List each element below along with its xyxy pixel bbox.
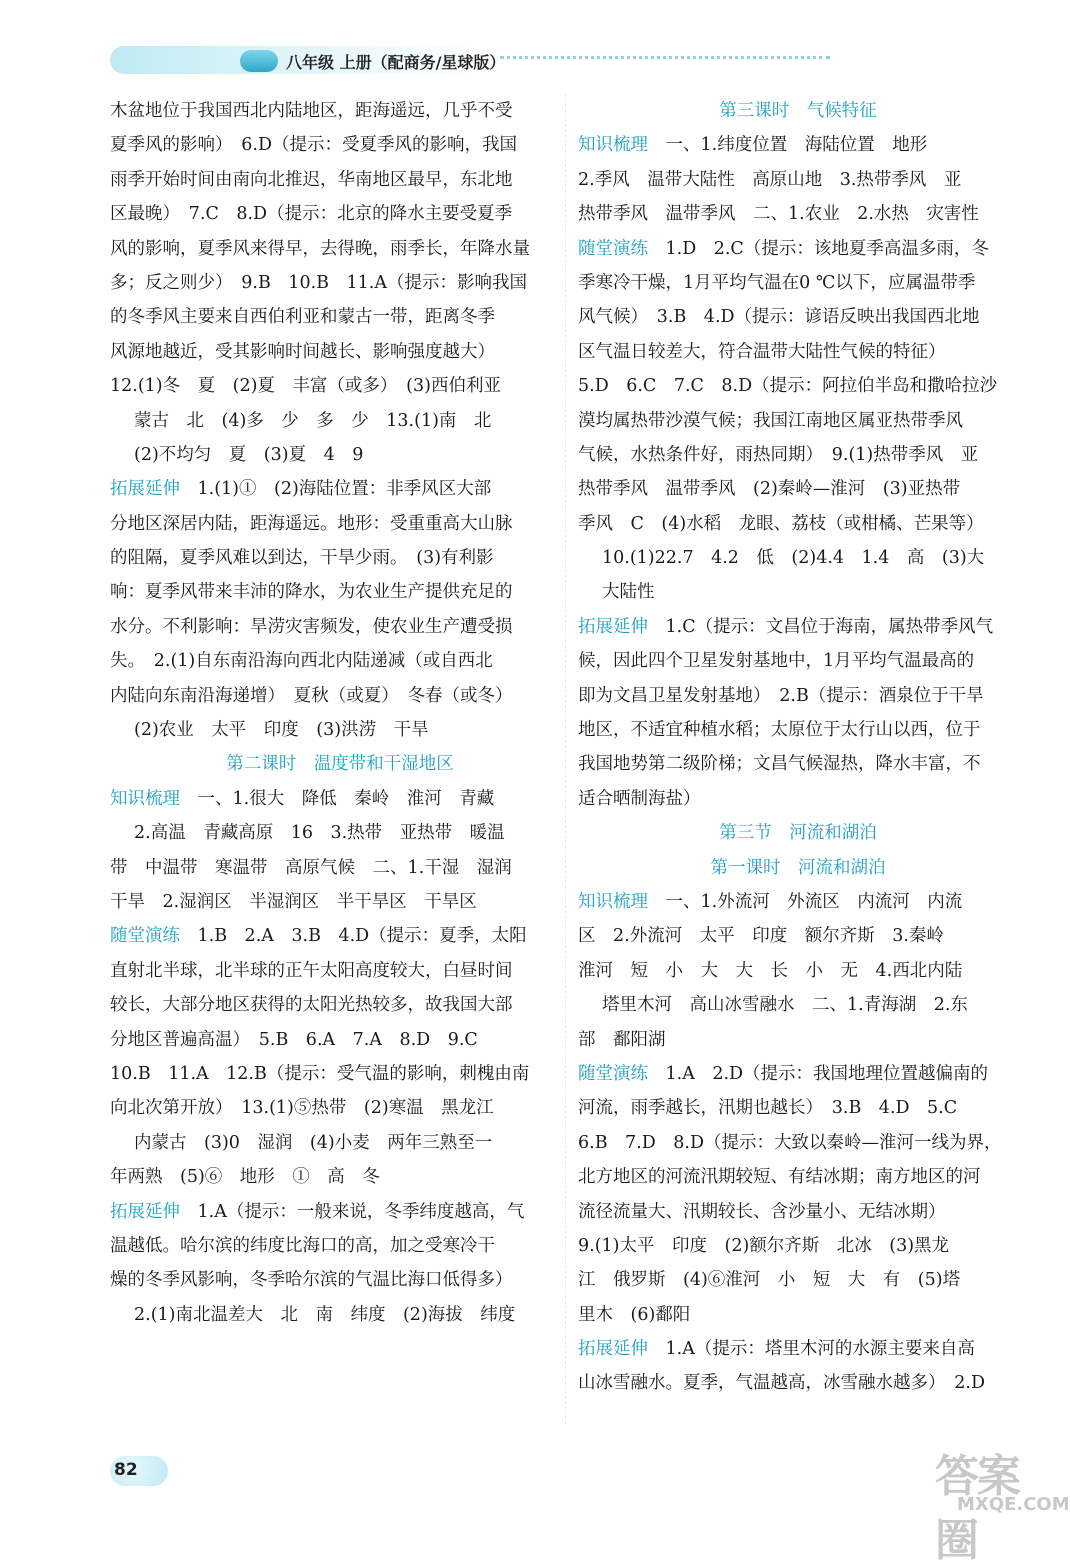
- answer-line: [110, 94, 570, 128]
- answer-text: 2.季风 温带大陆性 高原山地 3.热带季风 亚: [578, 169, 962, 190]
- answer-text: 气候，水热条件好，雨热同期） 9.(1)热带季风 亚: [578, 444, 979, 465]
- book-title: 八年级 上册（配商务/星球版）: [286, 53, 506, 72]
- section-tag: 知识梳理: [578, 891, 648, 912]
- answer-text: 多；反之则少） 9.B 10.B 11.A（提示：影响我国: [110, 272, 527, 293]
- answer-text: 塔里木河 高山冰雪融水 二、1.青海湖 2.东: [602, 995, 968, 1016]
- answer-line: [110, 919, 570, 953]
- answer-line: [110, 610, 570, 644]
- answer-text: 一、1.外流河 外流区 内流河 内流: [648, 891, 963, 912]
- answer-text: 流径流量大、汛期较长、含沙量小、无结冰期）: [578, 1201, 946, 1222]
- answer-text: 风源地越近，受其影响时间越长、影响强度越大）: [110, 341, 495, 362]
- answer-line: [110, 816, 570, 850]
- section-tag: 随堂演练: [578, 238, 648, 259]
- answer-text: 向北次第开放） 13.(1)⑤热带 (2)寒温 黑龙江: [110, 1098, 494, 1119]
- answer-line: [110, 1195, 570, 1229]
- section-heading: 第二课时 温度带和干湿地区: [226, 754, 454, 775]
- section-heading: 第三节 河流和湖泊: [719, 823, 877, 844]
- answer-line: [578, 507, 1018, 541]
- answer-line: [578, 232, 1018, 266]
- answer-line: [110, 335, 570, 369]
- answer-line: [578, 782, 1018, 816]
- answer-line: [578, 335, 1018, 369]
- answer-line: [578, 1263, 1018, 1297]
- answer-line: [110, 404, 570, 438]
- section-tag: 拓展延伸: [578, 616, 648, 637]
- answer-text: 风的影响，夏季风来得早，去得晚，雨季长，年降水量: [110, 238, 530, 259]
- header-dotted-rule: [500, 56, 830, 59]
- answer-text: 12.(1)冬 夏 (2)夏 丰富（或多） (3)西伯利亚: [110, 376, 501, 397]
- answer-line: [110, 1160, 570, 1194]
- left-column: [110, 94, 570, 1332]
- answer-line: [578, 919, 1018, 953]
- answer-text: 1.A 2.D（提示：我国地理位置越偏南的: [648, 1063, 989, 1084]
- answer-line: [110, 782, 570, 816]
- answer-text: 1.(1)① (2)海陆位置：非季风区大部: [180, 479, 492, 500]
- answer-text: 地区，不适宜种植水稻；太原位于太行山以西，位于: [578, 720, 981, 741]
- section-tag: 拓展延伸: [110, 1201, 180, 1222]
- answer-text: 较长，大部分地区获得的太阳光热较多，故我国大部: [110, 995, 513, 1016]
- answer-text: 带 中温带 寒温带 高原气候 二、1.干湿 湿润: [110, 857, 512, 878]
- section-tag: 拓展延伸: [110, 479, 180, 500]
- answer-line: [578, 988, 1018, 1022]
- answer-text: 季寒冷干燥，1月平均气温在0 ℃以下，应属温带季: [578, 272, 976, 293]
- answer-line: [110, 163, 570, 197]
- answer-text: 一、1.很大 降低 秦岭 淮河 青藏: [180, 788, 495, 809]
- answer-line: [578, 747, 1018, 781]
- answer-line: [110, 851, 570, 885]
- answer-text: 干旱 2.湿润区 半湿润区 半干旱区 干旱区: [110, 891, 477, 912]
- answer-text: 温越低。哈尔滨的纬度比海口的高，加之受寒冷干: [110, 1235, 495, 1256]
- answer-text: 即为文昌卫星发射基地） 2.B（提示：酒泉位于干旱: [578, 685, 984, 706]
- answer-text: 直射北半球，北半球的正午太阳高度较大，白昼时间: [110, 960, 513, 981]
- answer-line: [578, 438, 1018, 472]
- answer-line: [578, 541, 1018, 575]
- section-tag: 知识梳理: [110, 788, 180, 809]
- answer-text: 响：夏季风带来丰沛的降水，为农业生产提供充足的: [110, 582, 513, 603]
- answer-line: [578, 575, 1018, 609]
- answer-line: [578, 128, 1018, 162]
- answer-text: 2.高温 青藏高原 16 3.热带 亚热带 暖温: [134, 823, 505, 844]
- watermark-main-text: 答案圈: [935, 1451, 1019, 1566]
- answer-line: [110, 713, 570, 747]
- answer-line: [578, 266, 1018, 300]
- answer-text: 失。 2.(1)自东南沿海向西北内陆递减（或自西北: [110, 651, 493, 672]
- answer-line: [110, 1023, 570, 1057]
- answer-text: 河流，雨季越长，汛期也越长） 3.B 4.D 5.C: [578, 1098, 958, 1119]
- answer-text: 年两熟 (5)⑥ 地形 ① 高 冬: [110, 1167, 380, 1188]
- answer-line: [110, 644, 570, 678]
- answer-text: 水分。不利影响：旱涝灾害频发，使农业生产遭受损: [110, 616, 513, 637]
- answer-text: 的阻隔，夏季风难以到达，干旱少雨。 (3)有利影: [110, 548, 494, 569]
- answer-text: 区气温日较差大，符合温带大陆性气候的特征）: [578, 341, 946, 362]
- answer-line: [110, 679, 570, 713]
- answer-line: [578, 1229, 1018, 1263]
- answer-text: 6.B 7.D 8.D（提示：大致以秦岭—淮河一线为界，: [578, 1132, 1002, 1153]
- answer-line: [110, 1229, 570, 1263]
- answer-line: [110, 1263, 570, 1297]
- answer-text: 夏季风的影响） 6.D（提示：受夏季风的影响，我国: [110, 135, 517, 156]
- answer-line: [578, 1126, 1018, 1160]
- answer-line: [110, 1057, 570, 1091]
- right-column: [578, 94, 1018, 1401]
- section-tag: 随堂演练: [110, 926, 180, 947]
- answer-line: [110, 472, 570, 506]
- answer-text: 漠均属热带沙漠气候；我国江南地区属亚热带季风: [578, 410, 963, 431]
- answer-text: 区 2.外流河 太平 印度 额尔齐斯 3.秦岭: [578, 926, 944, 947]
- answer-text: 1.D 2.C（提示：该地夏季高温多雨，冬: [648, 238, 989, 259]
- answer-line: [578, 1298, 1018, 1332]
- answer-line: [578, 1366, 1018, 1400]
- answer-line: [110, 988, 570, 1022]
- answer-text: 部 鄱阳湖: [578, 1029, 666, 1050]
- answer-text: 雨季开始时间由南向北推迟，华南地区最早，东北地: [110, 169, 513, 190]
- answer-text: 蒙古 北 (4)多 少 多 少 13.(1)南 北: [134, 410, 492, 431]
- answer-line: [110, 128, 570, 162]
- section-tag: 随堂演练: [578, 1063, 648, 1084]
- answer-line: [578, 163, 1018, 197]
- answer-text: 1.A（提示：塔里木河的水源主要来自高: [648, 1339, 975, 1360]
- answer-line: [578, 369, 1018, 403]
- section-tag: 拓展延伸: [578, 1339, 648, 1360]
- answer-text: (2)农业 太平 印度 (3)洪涝 干旱: [134, 720, 429, 741]
- answer-line: [110, 507, 570, 541]
- answer-line: [578, 472, 1018, 506]
- answer-text: 大陆性: [602, 582, 655, 603]
- answer-text: 2.(1)南北温差大 北 南 纬度 (2)海拔 纬度: [134, 1304, 516, 1325]
- answer-text: 江 俄罗斯 (4)⑥淮河 小 短 大 有 (5)塔: [578, 1270, 961, 1291]
- answer-line: [110, 575, 570, 609]
- answer-line: [110, 885, 570, 919]
- answer-text: 我国地势第二级阶梯；文昌气候湿热，降水丰富，不: [578, 754, 981, 775]
- answer-text: (2)不均匀 夏 (3)夏 4 9: [134, 444, 364, 465]
- watermark-logo: [935, 1440, 1070, 1566]
- answer-line: [578, 1332, 1018, 1366]
- answer-line: [110, 1091, 570, 1125]
- answer-text: 1.A（提示：一般来说，冬季纬度越高，气: [180, 1201, 525, 1222]
- answer-text: 北方地区的河流汛期较短、有结冰期；南方地区的河: [578, 1167, 981, 1188]
- series-logo-icon: [240, 50, 278, 72]
- answer-line: [110, 369, 570, 403]
- answer-text: 分地区普遍高温） 5.B 6.A 7.A 8.D 9.C: [110, 1029, 478, 1050]
- watermark-url-text: MXQE.COM: [957, 1494, 1070, 1515]
- answer-text: 候，因此四个卫星发射基地中，1月平均气温最高的: [578, 651, 975, 672]
- answer-line: [110, 197, 570, 231]
- answer-text: 风气候） 3.B 4.D（提示：谚语反映出我国西北地: [578, 307, 980, 328]
- page-number-badge: [110, 1452, 170, 1488]
- answer-text: 适合晒制海盐）: [578, 788, 701, 809]
- answer-text: 季风 C (4)水稻 龙眼、荔枝（或柑橘、芒果等）: [578, 513, 984, 534]
- answer-text: 山冰雪融水。夏季，气温越高，冰雪融水越多） 2.D: [578, 1373, 985, 1394]
- answer-text: 内蒙古 (3)0 湿润 (4)小麦 两年三熟至一: [134, 1132, 493, 1153]
- answer-text: 5.D 6.C 7.C 8.D（提示：阿拉伯半岛和撒哈拉沙: [578, 376, 998, 397]
- answer-line: [110, 266, 570, 300]
- answer-line: [578, 679, 1018, 713]
- answer-line: [110, 1126, 570, 1160]
- answer-text: 1.C（提示：文昌位于海南，属热带季风气: [648, 616, 994, 637]
- answer-text: 热带季风 温带季风 (2)秦岭—淮河 (3)亚热带: [578, 479, 961, 500]
- answer-line: [578, 1160, 1018, 1194]
- section-heading: 第一课时 河流和湖泊: [710, 857, 886, 878]
- answer-text: 燥的冬季风影响，冬季哈尔滨的气温比海口低得多）: [110, 1270, 513, 1291]
- answer-line: [578, 885, 1018, 919]
- answer-text: 木盆地位于我国西北内陆地区，距海遥远，几乎不受: [110, 101, 513, 121]
- answer-line: [578, 644, 1018, 678]
- answer-line: [578, 1057, 1018, 1091]
- answer-line: [110, 954, 570, 988]
- answer-text: 10.(1)22.7 4.2 低 (2)4.4 1.4 高 (3)大: [602, 548, 985, 569]
- answer-line: [578, 1091, 1018, 1125]
- answer-text: 一、1.纬度位置 海陆位置 地形: [648, 135, 928, 156]
- answer-line: [578, 1023, 1018, 1057]
- page-header: [110, 40, 750, 80]
- answer-text: 里木 (6)鄱阳: [578, 1304, 691, 1325]
- answer-text: 区最晚） 7.C 8.D（提示：北京的降水主要受夏季: [110, 204, 513, 225]
- page-number: 82: [114, 1460, 138, 1480]
- answer-line: [578, 610, 1018, 644]
- answer-line: [578, 404, 1018, 438]
- answer-text: 热带季风 温带季风 二、1.农业 2.水热 灾害性: [578, 204, 979, 225]
- answer-text: 内陆向东南沿海递增） 夏秋（或夏） 冬春（或冬）: [110, 685, 513, 706]
- answer-line: [578, 954, 1018, 988]
- answer-text: 淮河 短 小 大 大 长 小 无 4.西北内陆: [578, 960, 963, 981]
- answer-text: 分地区深居内陆，距海遥远。地形：受重重高大山脉: [110, 513, 513, 534]
- section-tag: 知识梳理: [578, 135, 648, 156]
- answer-line: [110, 541, 570, 575]
- answer-line: [578, 1195, 1018, 1229]
- answer-line: [110, 232, 570, 266]
- answer-line: [578, 197, 1018, 231]
- section-heading: 第三课时 气候特征: [719, 101, 877, 121]
- answer-line: [578, 713, 1018, 747]
- answer-text: 的冬季风主要来自西伯利亚和蒙古一带，距离冬季: [110, 307, 495, 328]
- answer-line: [110, 438, 570, 472]
- answer-text: 9.(1)太平 印度 (2)额尔齐斯 北冰 (3)黑龙: [578, 1235, 950, 1256]
- answer-text: 1.B 2.A 3.B 4.D（提示：夏季，太阳: [180, 926, 527, 947]
- answer-line: [578, 300, 1018, 334]
- answer-line: [110, 300, 570, 334]
- answer-text: 10.B 11.A 12.B（提示：受气温的影响，刺槐由南: [110, 1063, 530, 1084]
- answer-line: [110, 1298, 570, 1332]
